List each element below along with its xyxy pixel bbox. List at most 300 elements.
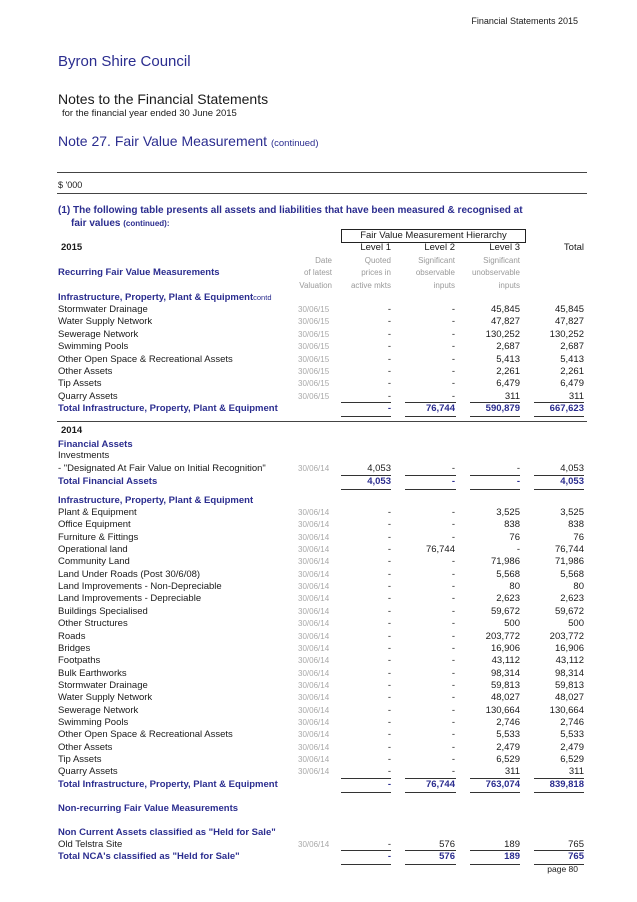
row-label: Land Under Roads (Post 30/6/08) [58, 569, 201, 580]
row-date: 30/06/14 [298, 582, 330, 591]
row-level1: - [387, 618, 391, 629]
row-level3: 3,525 [496, 507, 520, 518]
row-date: 30/06/14 [298, 464, 330, 473]
row-label: Sewerage Network [58, 329, 139, 340]
row-level3: - [516, 463, 520, 474]
row-date: 30/06/14 [298, 557, 330, 566]
fin-2014-total-rule-3-bottom [470, 489, 520, 490]
date-head-1: Date [315, 256, 332, 265]
table-row [0, 592, 637, 605]
infra-2014-total-rule-2-bottom [405, 792, 456, 793]
row-date: 30/06/14 [298, 718, 330, 727]
fin-2014-total-rule-2-bottom [405, 489, 456, 490]
infra-2015-total-rule-3-bottom [470, 416, 520, 417]
row-level2: - [451, 754, 455, 765]
row-level1: - [387, 643, 391, 654]
fin-2014-sub: Investments [58, 450, 110, 461]
row-date: 30/06/14 [298, 632, 330, 641]
l1-head-3: active mkts [350, 281, 391, 290]
row-level3: 45,845 [490, 304, 520, 315]
row-total: 59,813 [554, 680, 584, 691]
infra-2015-total-rule-3-top [470, 402, 520, 403]
total-row [0, 475, 637, 488]
row-level2: - [451, 631, 455, 642]
total-row [0, 778, 637, 791]
row-date: 30/06/14 [298, 619, 330, 628]
row-level1: - [387, 692, 391, 703]
row-level2: 76,744 [425, 403, 455, 414]
l3-head-2: unobservable [471, 268, 520, 277]
total-row [0, 402, 637, 415]
row-label: Total Infrastructure, Property, Plant & Equipment [58, 779, 278, 790]
row-label: Quarry Assets [58, 391, 118, 402]
row-date: 30/06/14 [298, 730, 330, 739]
row-date: 30/06/14 [298, 669, 330, 678]
row-level2: - [451, 341, 455, 352]
row-total: 311 [568, 391, 584, 402]
date-head-3: Valuation [299, 281, 332, 290]
row-level1: - [387, 742, 391, 753]
note-title-suffix: (continued) [270, 138, 319, 149]
l1-head-2: prices in [361, 268, 391, 277]
row-date: 30/06/15 [298, 305, 330, 314]
fin-2014-total-rule-1-bottom [341, 489, 391, 490]
row-level3: 189 [504, 839, 520, 850]
row-level3: 5,568 [496, 569, 520, 580]
row-level2: - [451, 766, 455, 777]
head-level3: Level 3 [489, 242, 520, 253]
council-name: Byron Shire Council [58, 53, 191, 70]
row-total: 203,772 [549, 631, 584, 642]
row-label: Swimming Pools [58, 717, 129, 728]
row-level1: - [387, 779, 391, 790]
row-total: 2,746 [560, 717, 584, 728]
row-level1: - [387, 507, 391, 518]
date-head-2: of latest [303, 268, 332, 277]
row-total: 59,672 [554, 606, 584, 617]
infra-2014-total-rule-3-bottom [470, 792, 520, 793]
row-total: 765 [568, 839, 584, 850]
row-label: Stormwater Drainage [58, 304, 148, 315]
row-total: 16,906 [554, 643, 584, 654]
table-row [0, 765, 637, 778]
row-total: 6,529 [560, 754, 584, 765]
infra-2014-total-rule-4-bottom [534, 792, 584, 793]
nonrecurring-total-rule-3-bottom [470, 864, 520, 865]
fin-2014-total-rule-2-top [405, 475, 456, 476]
row-date: 30/06/14 [298, 755, 330, 764]
row-level3: 5,533 [496, 729, 520, 740]
row-total: 839,818 [549, 779, 584, 790]
row-date: 30/06/14 [298, 533, 330, 542]
row-date: 30/06/15 [298, 367, 330, 376]
row-level2: - [451, 519, 455, 530]
row-label: Bulk Earthworks [58, 668, 127, 679]
year-2015: 2015 [61, 242, 83, 253]
infra-2014-total-rule-3-top [470, 778, 520, 779]
fin-2014-heading: Financial Assets [58, 439, 133, 450]
row-label: Furniture & Fittings [58, 532, 139, 543]
l2-head-1: Significant [418, 256, 455, 265]
row-label: Tip Assets [58, 754, 102, 765]
row-total: 71,986 [554, 556, 584, 567]
row-level1: - [387, 729, 391, 740]
row-level3: 590,879 [485, 403, 520, 414]
row-total: 6,479 [560, 378, 584, 389]
table-head-row [0, 241, 637, 254]
row-level3: 5,413 [496, 354, 520, 365]
row-label: Operational land [58, 544, 128, 555]
row-date: 30/06/14 [298, 681, 330, 690]
row-level1: - [387, 354, 391, 365]
row-level2: - [451, 655, 455, 666]
row-level3: - [516, 544, 520, 555]
row-level2: - [451, 643, 455, 654]
intro-line-2-text: fair values [71, 218, 121, 229]
infra-2015-total-rule-2-bottom [405, 416, 456, 417]
row-label: Swimming Pools [58, 341, 129, 352]
row-date: 30/06/14 [298, 520, 330, 529]
row-label: Total Financial Assets [58, 476, 158, 487]
nonrecurring-sub: Non Current Assets classified as "Held for Sale" [58, 827, 276, 838]
row-level2: 76,744 [425, 544, 455, 555]
row-level3: 130,252 [485, 329, 520, 340]
head-total: Total [563, 242, 584, 253]
row-label: Community Land [58, 556, 130, 567]
nonrecurring-total-rule-4-top [534, 850, 584, 851]
row-level3: 763,074 [485, 779, 520, 790]
row-level3: 2,479 [496, 742, 520, 753]
row-date: 30/06/14 [298, 570, 330, 579]
row-level3: 130,664 [485, 705, 520, 716]
infra-2015-heading-text: Infrastructure, Property, Plant & Equipment [58, 292, 254, 303]
row-level2: - [451, 304, 455, 315]
nonrecurring-total-rule-1-top [341, 850, 391, 851]
row-level1: - [387, 403, 391, 414]
row-total: 43,112 [555, 655, 584, 666]
row-level1: - [387, 593, 391, 604]
row-total: 45,845 [554, 304, 584, 315]
note-title [58, 133, 319, 149]
row-level2: - [451, 717, 455, 728]
row-level2: - [451, 742, 455, 753]
row-level2: - [451, 618, 455, 629]
row-level3: 2,746 [496, 717, 520, 728]
row-level3: 2,623 [496, 593, 520, 604]
row-level2: - [451, 507, 455, 518]
row-label: Quarry Assets [58, 766, 118, 777]
row-level3: 311 [504, 766, 520, 777]
row-level3: 59,672 [490, 606, 520, 617]
l3-head-1: Significant [483, 256, 520, 265]
row-date: 30/06/14 [298, 594, 330, 603]
table-subhead-2 [0, 266, 637, 279]
row-level1: - [387, 705, 391, 716]
row-level2: - [451, 581, 455, 592]
infra-2014-total-rule-4-top [534, 778, 584, 779]
year-2014: 2014 [61, 425, 83, 436]
row-level1: 4,053 [367, 463, 391, 474]
row-label: Roads [58, 631, 86, 642]
row-level1: - [387, 839, 391, 850]
nonrecurring-total-rule-1-bottom [341, 864, 391, 865]
row-level2: - [451, 593, 455, 604]
row-label: Old Telstra Site [58, 839, 123, 850]
row-level2: - [451, 668, 455, 679]
row-label: Other Open Space & Recreational Assets [58, 729, 233, 740]
doc-title: Notes to the Financial Statements [58, 91, 269, 107]
row-level2: - [451, 476, 455, 487]
row-date: 30/06/14 [298, 508, 330, 517]
running-title: Financial Statements 2015 [471, 16, 578, 26]
table-row [0, 555, 637, 568]
row-date: 30/06/14 [298, 840, 330, 849]
row-label: Other Assets [58, 742, 113, 753]
units-label: $ '000 [58, 180, 83, 190]
row-date: 30/06/14 [298, 644, 330, 653]
table-row [0, 728, 637, 741]
row-date: 30/06/15 [298, 355, 330, 364]
row-total: 76 [573, 532, 584, 543]
row-date: 30/06/15 [298, 379, 330, 388]
row-date: 30/06/14 [298, 767, 330, 776]
row-level3: 2,687 [496, 341, 520, 352]
row-total: 2,479 [560, 742, 584, 753]
row-total: 311 [568, 766, 584, 777]
nonrecurring-total-rule-2-bottom [405, 864, 456, 865]
row-total: 47,827 [554, 316, 584, 327]
row-total: 5,413 [560, 354, 584, 365]
nonrecurring-total-rule-4-bottom [534, 864, 584, 865]
row-level2: - [451, 378, 455, 389]
l1-head-1: Quoted [364, 256, 391, 265]
head-level1: Level 1 [360, 242, 391, 253]
row-level3: 6,479 [496, 378, 520, 389]
table-row [0, 617, 637, 630]
row-total: 48,027 [554, 692, 584, 703]
row-level2: - [451, 705, 455, 716]
row-level3: - [516, 476, 520, 487]
row-level2: 76,744 [425, 779, 455, 790]
row-level3: 838 [504, 519, 520, 530]
row-date: 30/06/15 [298, 392, 330, 401]
row-level2: - [451, 680, 455, 691]
row-level2: - [451, 391, 455, 402]
row-date: 30/06/15 [298, 317, 330, 326]
fin-2014-total-rule-4-top [534, 475, 584, 476]
row-level3: 2,261 [496, 366, 520, 377]
row-label: Bridges [58, 643, 91, 654]
row-label: - "Designated At Fair Value on Initial Recognition" [58, 463, 266, 474]
table-row [0, 654, 637, 667]
row-level2: - [451, 692, 455, 703]
row-level1: - [387, 519, 391, 530]
doc-subtitle: for the financial year ended 30 June 2015 [62, 108, 237, 119]
row-level1: - [387, 717, 391, 728]
row-level2: - [451, 366, 455, 377]
row-date: 30/06/14 [298, 743, 330, 752]
row-label: Sewerage Network [58, 705, 139, 716]
row-level1: - [387, 544, 391, 555]
row-label: Other Assets [58, 366, 113, 377]
row-date: 30/06/14 [298, 656, 330, 665]
row-level1: - [387, 668, 391, 679]
infra-2014-total-rule-1-top [341, 778, 391, 779]
intro-line-2-suffix: (continued): [123, 219, 170, 228]
row-date: 30/06/14 [298, 545, 330, 554]
row-level2: 576 [439, 839, 455, 850]
l2-head-2: observable [415, 268, 455, 277]
row-level3: 98,314 [490, 668, 520, 679]
row-level1: - [387, 655, 391, 666]
row-label: Stormwater Drainage [58, 680, 148, 691]
hierarchy-box: Fair Value Measurement Hierarchy [341, 229, 526, 243]
row-level1: - [387, 606, 391, 617]
nonrecurring-heading: Non-recurring Fair Value Measurements [58, 803, 239, 814]
row-total: 765 [568, 851, 584, 862]
row-level2: - [451, 729, 455, 740]
row-level3: 311 [504, 391, 520, 402]
row-level1: - [387, 304, 391, 315]
row-level1: - [387, 341, 391, 352]
divider-units [57, 193, 587, 194]
row-level1: - [387, 316, 391, 327]
row-total: 80 [573, 581, 584, 592]
table-row [0, 462, 637, 475]
row-total: 4,053 [560, 463, 584, 474]
row-total: 2,261 [560, 366, 584, 377]
row-level3: 76 [509, 532, 520, 543]
row-level1: - [387, 631, 391, 642]
row-total: 130,664 [549, 705, 584, 716]
row-total: 76,744 [554, 544, 584, 555]
row-label: Total Infrastructure, Property, Plant & Equipment [58, 403, 278, 414]
table-row [0, 518, 637, 531]
table-row [0, 340, 637, 353]
row-date: 30/06/14 [298, 706, 330, 715]
infra-2015-total-rule-4-bottom [534, 416, 584, 417]
row-level2: - [451, 316, 455, 327]
row-total: 98,314 [554, 668, 584, 679]
nonrecurring-total-rule-2-top [405, 850, 456, 851]
row-label: Tip Assets [58, 378, 102, 389]
divider-top [57, 172, 587, 173]
row-total: 500 [568, 618, 584, 629]
infra-2014-total-rule-1-bottom [341, 792, 391, 793]
row-level3: 16,906 [490, 643, 520, 654]
table-row [0, 315, 637, 328]
row-level1: - [387, 532, 391, 543]
row-total: 2,623 [560, 593, 584, 604]
row-level1: - [387, 556, 391, 567]
row-level2: - [451, 556, 455, 567]
row-date: 30/06/15 [298, 342, 330, 351]
row-label: Footpaths [58, 655, 101, 666]
infra-2015-total-rule-4-top [534, 402, 584, 403]
row-total: 667,623 [549, 403, 584, 414]
row-level1: - [387, 581, 391, 592]
row-level3: 189 [504, 851, 520, 862]
row-label: Buildings Specialised [58, 606, 148, 617]
row-level2: - [451, 354, 455, 365]
total-row [0, 850, 637, 863]
row-date: 30/06/14 [298, 607, 330, 616]
infra-2015-total-rule-2-top [405, 402, 456, 403]
row-level1: - [387, 569, 391, 580]
row-level1: - [387, 851, 391, 862]
infra-2015-heading-suffix: contd [253, 293, 272, 302]
row-level3: 80 [509, 581, 520, 592]
recurring-heading: Recurring Fair Value Measurements [58, 267, 220, 278]
row-date: 30/06/15 [298, 330, 330, 339]
table-row [0, 691, 637, 704]
row-total: 4,053 [560, 476, 584, 487]
row-label: Other Open Space & Recreational Assets [58, 354, 233, 365]
row-label: Land Improvements - Non-Depreciable [58, 581, 222, 592]
row-label: Total NCA's classified as "Held for Sale" [58, 851, 240, 862]
row-total: 3,525 [560, 507, 584, 518]
row-level1: - [387, 366, 391, 377]
intro-line-2 [71, 218, 169, 229]
row-level2: - [451, 463, 455, 474]
row-total: 2,687 [560, 341, 584, 352]
row-total: 838 [568, 519, 584, 530]
row-level3: 48,027 [490, 692, 520, 703]
row-level2: - [451, 606, 455, 617]
infra-2014-total-rule-2-top [405, 778, 456, 779]
intro-line-1: (1) The following table presents all assets and liabilities that have been measured & recognised at [58, 205, 523, 216]
row-total: 5,533 [560, 729, 584, 740]
row-total: 5,568 [560, 569, 584, 580]
row-level1: - [387, 378, 391, 389]
row-level2: 576 [439, 851, 455, 862]
row-level3: 47,827 [490, 316, 520, 327]
row-level1: - [387, 329, 391, 340]
row-level2: - [451, 532, 455, 543]
row-level1: - [387, 680, 391, 691]
infra-2014-heading: Infrastructure, Property, Plant & Equipment [58, 495, 254, 506]
divider-2014 [57, 421, 587, 422]
row-level3: 59,813 [490, 680, 520, 691]
row-level2: - [451, 569, 455, 580]
row-date: 30/06/14 [298, 693, 330, 702]
l3-head-3: inputs [498, 281, 520, 290]
row-label: Water Supply Network [58, 692, 153, 703]
row-label: Office Equipment [58, 519, 131, 530]
row-level1: - [387, 391, 391, 402]
head-level2: Level 2 [424, 242, 455, 253]
fin-2014-total-rule-3-top [470, 475, 520, 476]
row-level3: 6,529 [496, 754, 520, 765]
row-level3: 500 [504, 618, 520, 629]
row-level1: 4,053 [367, 476, 391, 487]
l2-head-3: inputs [433, 281, 455, 290]
fin-2014-total-rule-1-top [341, 475, 391, 476]
nonrecurring-total-rule-3-top [470, 850, 520, 851]
note-title-text: Note 27. Fair Value Measurement [58, 133, 268, 149]
row-level1: - [387, 754, 391, 765]
row-total: 130,252 [549, 329, 584, 340]
row-level3: 43,112 [491, 655, 520, 666]
row-label: Water Supply Network [58, 316, 153, 327]
infra-2015-total-rule-1-top [341, 402, 391, 403]
row-label: Plant & Equipment [58, 507, 137, 518]
row-level2: - [451, 329, 455, 340]
infra-2015-total-rule-1-bottom [341, 416, 391, 417]
row-level3: 203,772 [485, 631, 520, 642]
table-row [0, 377, 637, 390]
page-number: page 80 [547, 864, 578, 874]
